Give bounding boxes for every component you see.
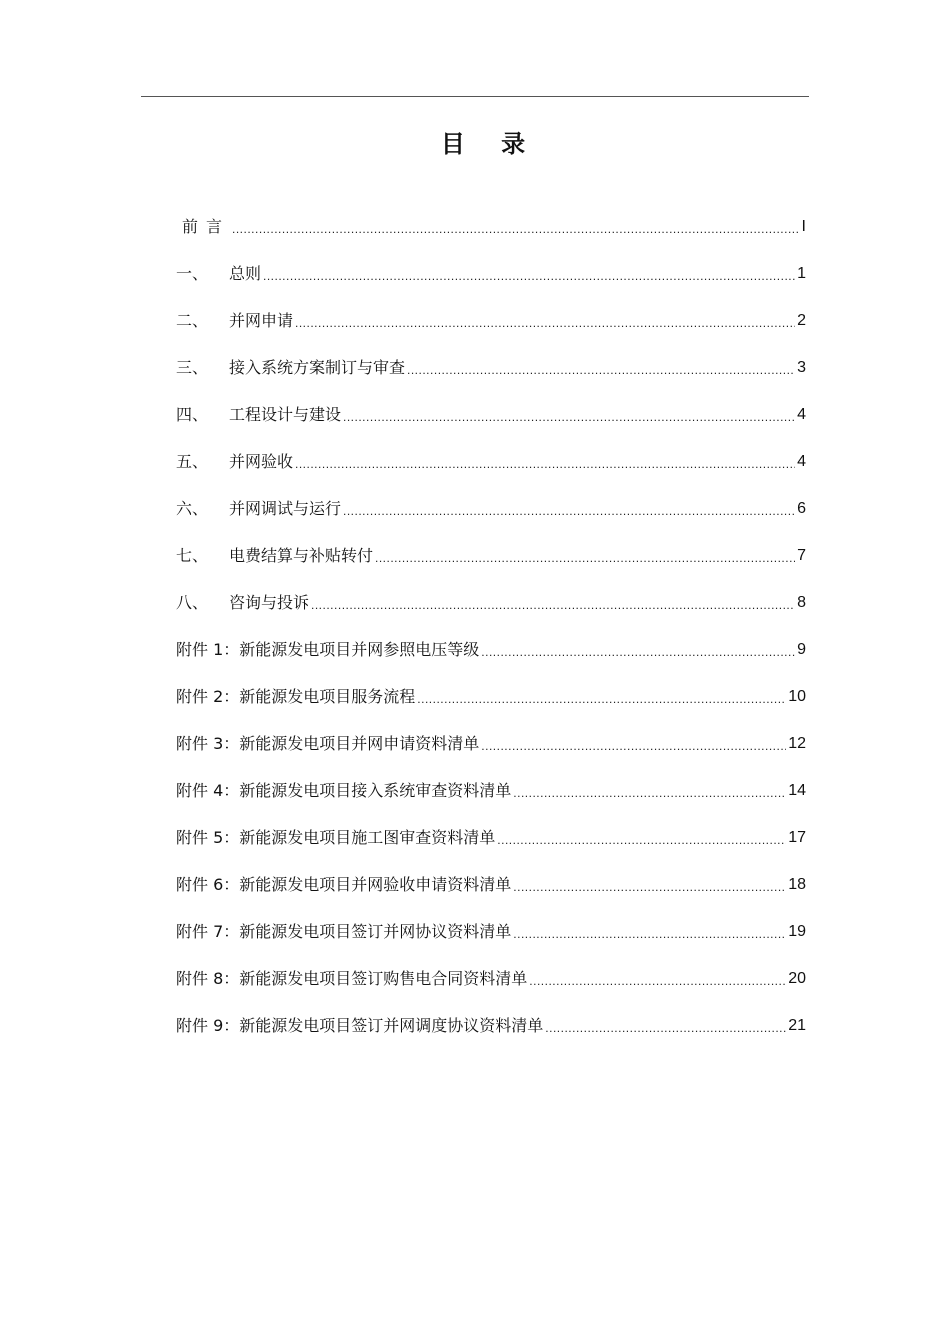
toc-entry-number: 一、 xyxy=(176,264,209,283)
toc-entry-number: 七、 xyxy=(176,546,209,565)
toc-entry-page: I xyxy=(801,218,806,235)
toc-entry-label: 新能源发电项目签订并网调度协议资料清单 xyxy=(239,1016,544,1035)
toc-entry-page: 19 xyxy=(788,923,806,940)
toc-entry-chapter-1[interactable] xyxy=(176,260,806,284)
toc-leader-dots xyxy=(481,644,795,660)
toc-entry-chapter-3[interactable] xyxy=(176,354,806,378)
toc-entry-label: 总则 xyxy=(229,264,262,283)
toc-entry-chapter-7[interactable] xyxy=(176,542,806,566)
toc-leader-dots xyxy=(513,785,786,801)
toc-entry-page: 9 xyxy=(797,641,806,658)
toc-entry-page: 8 xyxy=(797,594,806,611)
toc-entry-page: 4 xyxy=(797,406,806,423)
toc-entry-number: 附件 5： xyxy=(176,828,240,847)
toc-leader-dots xyxy=(417,691,786,707)
toc-leader-dots xyxy=(295,456,795,472)
toc-entry-label: 电费结算与补贴转付 xyxy=(229,546,374,565)
toc-entry-appendix-7[interactable] xyxy=(176,918,806,942)
toc-entry-page: 12 xyxy=(788,735,806,752)
toc-leader-dots xyxy=(343,409,795,425)
toc-entry-appendix-4[interactable] xyxy=(176,777,806,801)
toc-entry-page: 1 xyxy=(797,265,806,282)
toc-entry-appendix-2[interactable] xyxy=(176,683,806,707)
toc-leader-dots xyxy=(311,597,795,613)
toc-entry-number: 附件 7： xyxy=(176,922,240,941)
toc-entry-appendix-1[interactable] xyxy=(176,636,806,660)
toc-leader-dots xyxy=(481,738,786,754)
toc-leader-dots xyxy=(407,362,795,378)
toc-entry-label: 接入系统方案制订与审查 xyxy=(229,358,406,377)
toc-entry-page: 14 xyxy=(788,782,806,799)
toc-entry-page: 18 xyxy=(788,876,806,893)
toc-leader-dots xyxy=(232,221,800,237)
toc-leader-dots xyxy=(497,832,786,848)
toc-leader-dots xyxy=(513,879,786,895)
toc-entry-number: 附件 2： xyxy=(176,687,240,706)
toc-entry-label: 新能源发电项目施工图审查资料清单 xyxy=(239,828,496,847)
toc-leader-dots xyxy=(295,315,795,331)
toc-entry-label: 前言 xyxy=(182,217,231,236)
toc-leader-dots xyxy=(343,503,795,519)
toc-entry-number: 附件 9： xyxy=(176,1016,240,1035)
toc-entry-page: 21 xyxy=(788,1017,806,1034)
toc-leader-dots xyxy=(545,1020,786,1036)
toc-entry-page: 4 xyxy=(797,453,806,470)
toc-entry-appendix-6[interactable] xyxy=(176,871,806,895)
toc-leader-dots xyxy=(513,926,786,942)
toc-entry-page: 20 xyxy=(788,970,806,987)
toc-entry-number: 三、 xyxy=(176,358,209,377)
toc-entry-number: 六、 xyxy=(176,499,209,518)
toc-entry-label: 新能源发电项目并网参照电压等级 xyxy=(239,640,480,659)
toc-entry-chapter-8[interactable] xyxy=(176,589,806,613)
toc-entry-label: 新能源发电项目服务流程 xyxy=(239,687,416,706)
toc-entry-label: 新能源发电项目并网验收申请资料清单 xyxy=(239,875,512,894)
toc-entry-chapter-2[interactable] xyxy=(176,307,806,331)
toc-entry-number: 附件 3： xyxy=(176,734,240,753)
toc-entry-label: 并网调试与运行 xyxy=(229,499,342,518)
toc-entry-label: 新能源发电项目接入系统审查资料清单 xyxy=(239,781,512,800)
toc-entry-preface[interactable] xyxy=(176,213,806,237)
toc-entry-label: 新能源发电项目签订并网协议资料清单 xyxy=(239,922,512,941)
toc-entry-label: 并网验收 xyxy=(229,452,294,471)
toc-entry-page: 2 xyxy=(797,312,806,329)
toc-entry-number: 附件 8： xyxy=(176,969,240,988)
toc-entry-number: 附件 4： xyxy=(176,781,240,800)
page-title: 目 录 xyxy=(440,130,540,158)
toc-entry-chapter-5[interactable] xyxy=(176,448,806,472)
toc-entry-label: 新能源发电项目并网申请资料清单 xyxy=(239,734,480,753)
toc-entry-number: 八、 xyxy=(176,593,209,612)
toc-entry-label: 咨询与投诉 xyxy=(229,593,310,612)
toc-entry-label: 并网申请 xyxy=(229,311,294,330)
toc-leader-dots xyxy=(375,550,795,566)
toc-entry-number: 五、 xyxy=(176,452,209,471)
toc-entry-number: 四、 xyxy=(176,405,209,424)
toc-entry-page: 17 xyxy=(788,829,806,846)
toc-entry-appendix-5[interactable] xyxy=(176,824,806,848)
toc-entry-page: 7 xyxy=(797,547,806,564)
toc-entry-chapter-6[interactable] xyxy=(176,495,806,519)
toc-entry-appendix-8[interactable] xyxy=(176,965,806,989)
toc-entry-number: 附件 6： xyxy=(176,875,240,894)
header-rule xyxy=(141,96,809,97)
toc-entry-page: 3 xyxy=(797,359,806,376)
toc-entry-appendix-9[interactable] xyxy=(176,1012,806,1036)
toc-entry-page: 6 xyxy=(797,500,806,517)
toc-entry-page: 10 xyxy=(788,688,806,705)
toc-entry-appendix-3[interactable] xyxy=(176,730,806,754)
toc-leader-dots xyxy=(529,973,786,989)
toc-entry-label: 新能源发电项目签订购售电合同资料清单 xyxy=(239,969,528,988)
toc-leader-dots xyxy=(263,268,795,284)
toc-entry-label: 工程设计与建设 xyxy=(229,405,342,424)
toc-entry-chapter-4[interactable] xyxy=(176,401,806,425)
toc-entry-number: 二、 xyxy=(176,311,209,330)
toc-entry-number: 附件 1： xyxy=(176,640,240,659)
